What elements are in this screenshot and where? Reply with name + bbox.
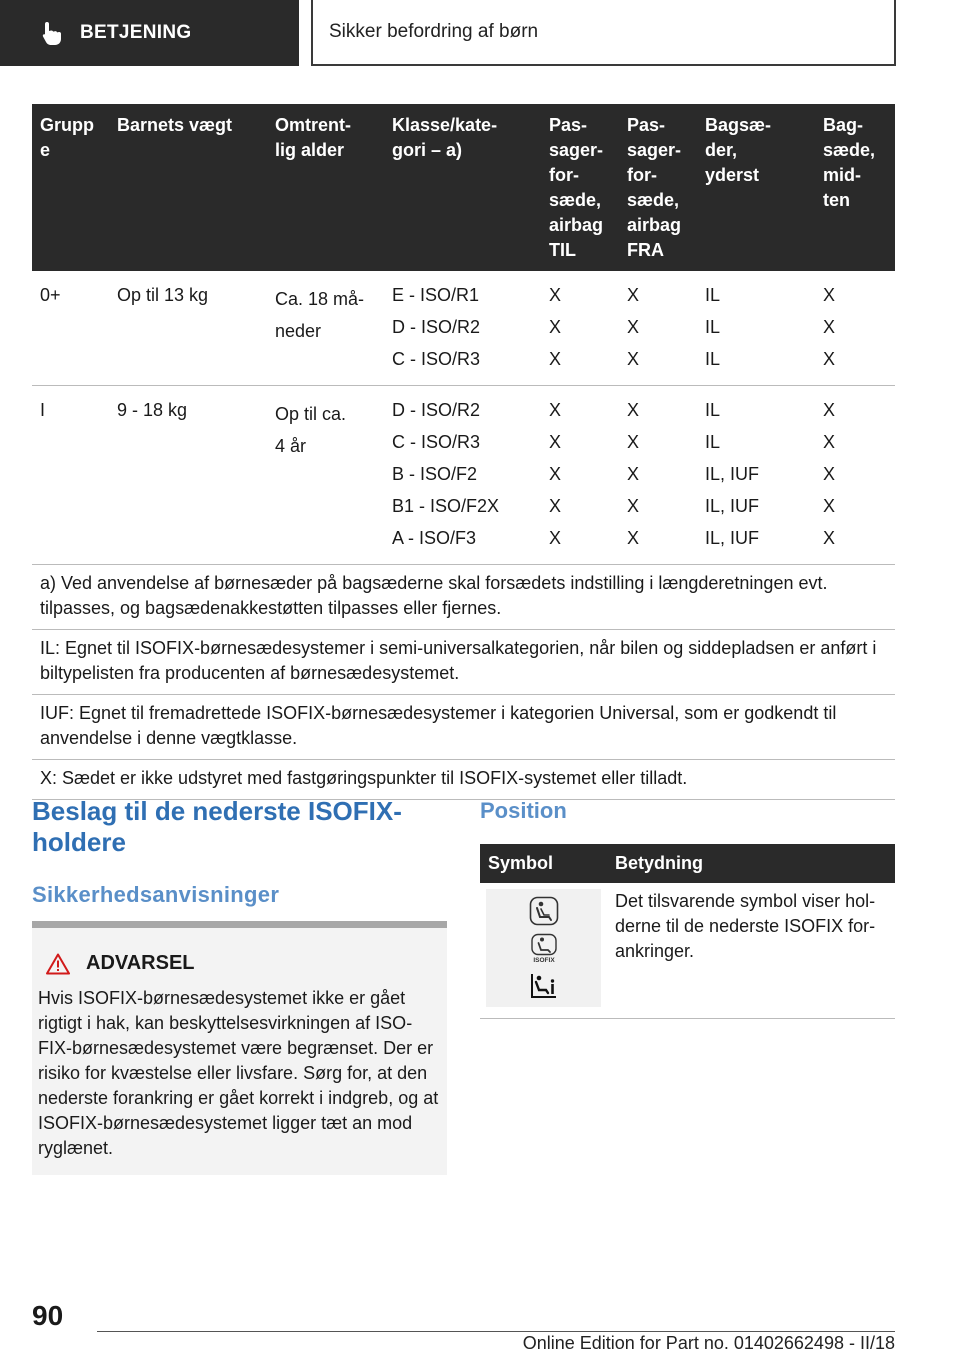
cell-fra: X X X X X <box>619 386 697 565</box>
section-label: BETJENING <box>80 22 192 43</box>
table-note-row <box>32 695 895 760</box>
child-seat-info-icon <box>529 970 559 1000</box>
table-header-row <box>32 104 895 271</box>
cell-alder: Op til ca. 4 år <box>267 386 384 565</box>
cell-til: X X X X X <box>541 386 619 565</box>
symbol-cell <box>480 883 607 1018</box>
cell-gruppe: I <box>32 386 109 565</box>
header-vaegt: Barnets vægt <box>109 104 267 271</box>
header-airbag-fra: Pas- sager- for- sæde, airbag FRA <box>619 104 697 271</box>
cell-vaegt: 9 - 18 kg <box>109 386 267 565</box>
note-il: IL: Egnet til ISOFIX-børnesædesystemer i semi-universalkategorien, når bilen og siddepladsen er anført i biltypelisten fra producenten af børnesædesystemet. <box>32 630 895 695</box>
section-tab <box>0 0 299 66</box>
isofix-table <box>32 104 895 800</box>
cell-vaegt: Op til 13 kg <box>109 271 267 386</box>
cell-midten: X X X X X <box>815 386 895 565</box>
cell-fra: X X X <box>619 271 697 386</box>
warning-text: Hvis ISOFIX-børnesædesystemet ikke er gået rigtigt i hak, kan beskyttelsesvirkningen af ISOFIX-børnesædesystemet være begrænset. Der er risiko for kvæstelse eller livsfare. Sørg for, at den nederste forankring er gået korrekt i indgreb, og at ISOFIX-børnesædesystemet ligger tæt an mod ryglænet. <box>38 988 439 1158</box>
page-title: Sikker befordring af børn <box>311 0 896 66</box>
cell-klasse: D - ISO/R2 C - ISO/R3 B - ISO/F2 B1 - ISO/F2X A - ISO/F3 <box>384 386 541 565</box>
meaning-cell: Det tilsvarende symbol viser holderne til de nederste ISOFIX forankringer. <box>607 883 895 1018</box>
table-row <box>32 386 895 565</box>
warning-triangle-icon <box>46 953 70 975</box>
note-iuf: IUF: Egnet til fremadrettede ISOFIX-børnesædesystemer i kategorien Universal, som er godkendt til anvendelse i denne vægtklasse. <box>32 695 895 760</box>
pointing-hand-icon <box>38 19 66 47</box>
header-meaning: Betydning <box>607 844 895 883</box>
page-header <box>0 0 960 66</box>
header-symbol: Symbol <box>480 844 607 883</box>
isofix-seat-icon <box>529 933 559 963</box>
header-midten: Bag- sæde, mid- ten <box>815 104 895 271</box>
header-yderst: Bagsæ- der, yderst <box>697 104 815 271</box>
position-header-row <box>480 844 895 883</box>
child-seat-icon <box>529 896 559 926</box>
warning-title-text: ADVARSEL <box>86 952 195 974</box>
section-heading: Beslag til de nederste ISOFIX-holdere <box>32 796 402 857</box>
page-number: 90 <box>32 1300 64 1331</box>
isofix-icon-label: ISOFIX <box>532 956 555 963</box>
isofix-symbols <box>486 889 601 1007</box>
cell-yderst: IL IL IL, IUF IL, IUF IL, IUF <box>697 386 815 565</box>
cell-klasse: E - ISO/R1 D - ISO/R2 C - ISO/R3 <box>384 271 541 386</box>
table-note-row <box>32 630 895 695</box>
header-airbag-til: Pas- sager- for- sæde, airbag TIL <box>541 104 619 271</box>
header-alder: Omtrent- lig alder <box>267 104 384 271</box>
table-row <box>480 883 895 1018</box>
header-gruppe: Grupp e <box>32 104 109 271</box>
footer-edition: Online Edition for Part no. 01402662498 - II/18 <box>522 1333 895 1353</box>
cell-til: X X X <box>541 271 619 386</box>
warning-title <box>46 952 195 975</box>
position-table <box>480 844 895 1019</box>
section-subheading: Sikkerhedsanvisninger <box>32 882 280 907</box>
cell-midten: X X X <box>815 271 895 386</box>
cell-yderst: IL IL IL <box>697 271 815 386</box>
footer-divider <box>97 1331 895 1332</box>
warning-box <box>32 921 447 1175</box>
table-note-row <box>32 565 895 630</box>
table-note-row <box>32 760 895 800</box>
cell-alder: Ca. 18 må- neder <box>267 271 384 386</box>
note-a: a) Ved anvendelse af børnesæder på bagsæderne skal forsædets indstilling i længderetningen evt. tilpasses, og bagsædenakkestøtten tilpasses eller fjernes. <box>32 565 895 630</box>
note-x: X: Sædet er ikke udstyret med fastgøringspunkter til ISOFIX-systemet eller tilladt. <box>32 760 895 800</box>
position-heading: Position <box>480 798 567 823</box>
cell-gruppe: 0+ <box>32 271 109 386</box>
table-row <box>32 271 895 386</box>
header-klasse: Klasse/kate- gori – a) <box>384 104 541 271</box>
